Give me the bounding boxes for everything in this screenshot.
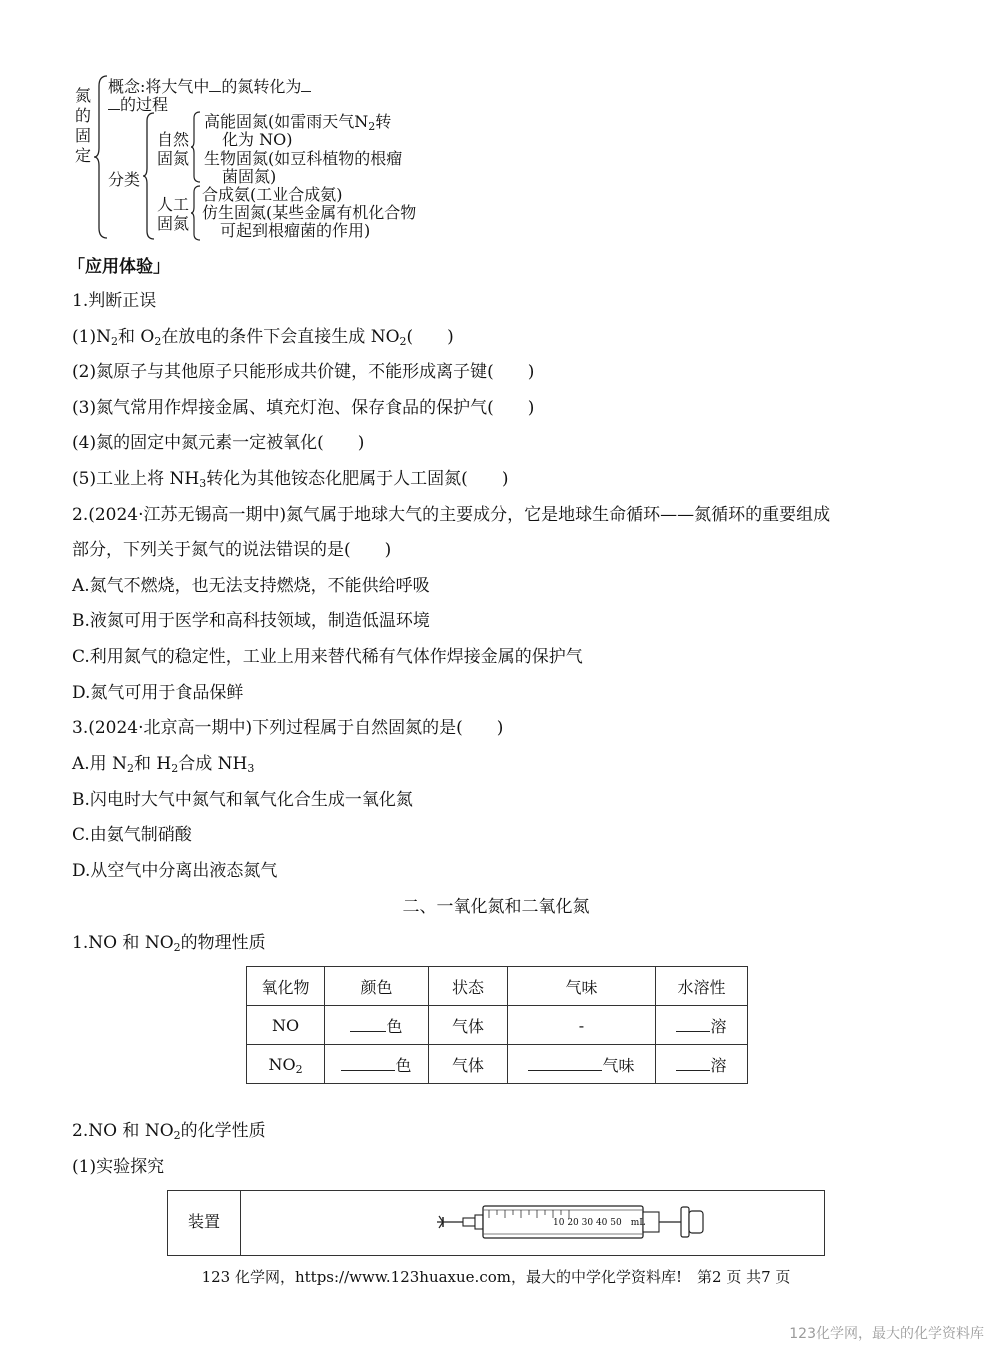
cell-smell bbox=[508, 1045, 656, 1084]
table-row bbox=[247, 1045, 748, 1084]
artificial-fixation-label: 人工固氮 bbox=[157, 195, 190, 233]
cell-color bbox=[325, 1006, 429, 1045]
table-row bbox=[168, 1191, 825, 1256]
solubility-suffix: 溶 bbox=[710, 1016, 727, 1036]
smell-suffix: 气味 bbox=[602, 1055, 635, 1075]
subscript-2: 2 bbox=[126, 762, 134, 775]
concept-line-1 bbox=[108, 76, 311, 96]
artificial-brace-icon bbox=[190, 184, 202, 242]
header-cell: 颜色 bbox=[325, 967, 429, 1006]
n2-subscript: 2 bbox=[368, 120, 376, 133]
q1-s1-text-a: (1)N bbox=[72, 327, 111, 347]
chem-title bbox=[72, 1120, 266, 1142]
classify-brace-icon bbox=[142, 111, 156, 241]
q1-statement-4: (4)氮的固定中氮元素一定被氧化( ) bbox=[72, 433, 365, 453]
artificial-item-2-line-1: 仿生固氮(某些金属有机化合物 bbox=[202, 203, 417, 222]
watermark: 123化学网，最大的化学资料库 bbox=[789, 1326, 984, 1342]
syringe-icon bbox=[241, 1191, 824, 1255]
experiment-table bbox=[167, 1190, 825, 1256]
q1-title: 1.判断正误 bbox=[72, 291, 157, 311]
oxide-name: NO bbox=[268, 1054, 296, 1074]
concept-blank-1 bbox=[209, 76, 221, 92]
outer-brace-icon bbox=[93, 74, 109, 240]
subscript-2: 2 bbox=[295, 1062, 303, 1076]
classify-label: 分类 bbox=[108, 170, 141, 189]
header-cell: 水溶性 bbox=[656, 967, 748, 1006]
q1-statement-5 bbox=[72, 468, 508, 490]
subscript-2: 2 bbox=[173, 1129, 181, 1142]
syringe-scale-label: 10 20 30 40 50 mL bbox=[553, 1218, 646, 1228]
chem-title-a: 2.NO 和 NO bbox=[72, 1121, 174, 1141]
q1-s5-text-a: (5)工业上将 NH bbox=[72, 469, 200, 489]
concept-blank-3 bbox=[108, 94, 120, 110]
cell-smell: - bbox=[508, 1006, 656, 1045]
answer-blank bbox=[341, 1055, 395, 1071]
concept-text-b: 的氮转化为 bbox=[221, 77, 302, 96]
q3-option-c: C.由氨气制硝酸 bbox=[72, 825, 192, 845]
q1-s5-text-b: 转化为其他铵态化肥属于人工固氮( ) bbox=[206, 469, 509, 489]
q1-s1-text-b: 和 O bbox=[117, 327, 155, 347]
page-footer: 123 化学网，https://www.123huaxue.com，最大的中学化学资料库! 第2 页 共7 页 bbox=[201, 1268, 791, 1286]
subscript-3: 3 bbox=[247, 762, 255, 775]
physical-properties-table bbox=[246, 966, 748, 1084]
q3-a-text-c: 合成 NH bbox=[178, 754, 248, 774]
q3-option-b: B.闪电时大气中氮气和氧气化合生成一氧化氮 bbox=[72, 790, 413, 810]
q2-option-b: B.液氮可用于医学和高科技领域，制造低温环境 bbox=[72, 611, 430, 631]
cell-color bbox=[325, 1045, 429, 1084]
phys-title-b: 的物理性质 bbox=[180, 933, 266, 953]
subscript-3: 3 bbox=[199, 477, 207, 490]
cell-solubility bbox=[656, 1006, 748, 1045]
chem-subtitle: (1)实验探究 bbox=[72, 1157, 165, 1177]
phys-title bbox=[72, 932, 266, 954]
cell-state: 气体 bbox=[429, 1045, 508, 1084]
solubility-suffix: 溶 bbox=[710, 1055, 727, 1075]
phys-title-a: 1.NO 和 NO bbox=[72, 933, 174, 953]
color-suffix: 色 bbox=[386, 1016, 403, 1036]
natural-item-2-line-1: 生物固氮(如豆科植物的根瘤 bbox=[204, 149, 403, 168]
q3-option-a bbox=[72, 753, 254, 775]
artificial-item-2-line-2: 可起到根瘤菌的作用) bbox=[220, 221, 371, 240]
q1-s1-answer-paren: ( ) bbox=[406, 327, 454, 347]
concept-line-2 bbox=[108, 94, 168, 114]
q2-option-d: D.氮气可用于食品保鲜 bbox=[72, 683, 244, 703]
natural-item-1-text: 高能固氮(如雷雨天气N bbox=[204, 112, 369, 131]
q2-option-a: A.氮气不燃烧，也无法支持燃烧，不能供给呼吸 bbox=[72, 576, 430, 596]
answer-blank bbox=[350, 1016, 386, 1032]
cell-state: 气体 bbox=[429, 1006, 508, 1045]
concept-blank-2 bbox=[301, 76, 311, 92]
q2-stem-line-2: 部分，下列关于氮气的说法错误的是( ) bbox=[72, 540, 392, 560]
answer-blank bbox=[676, 1055, 710, 1071]
concept-text-a: 概念:将大气中 bbox=[108, 77, 210, 96]
concept-text-c: 的过程 bbox=[120, 95, 169, 114]
q1-statement-3: (3)氮气常用作焊接金属、填充灯泡、保存食品的保护气( ) bbox=[72, 398, 535, 418]
tree-root-label: 氮的固定 bbox=[74, 86, 91, 165]
header-cell: 状态 bbox=[429, 967, 508, 1006]
natural-item-1-text-b: 转 bbox=[375, 112, 392, 131]
device-label-cell: 装置 bbox=[168, 1191, 241, 1256]
subscript-2: 2 bbox=[399, 335, 407, 348]
q3-a-text-b: 和 H bbox=[133, 754, 172, 774]
natural-item-1-line-1 bbox=[204, 112, 391, 131]
part2-heading: 二、一氧化氮和二氧化氮 bbox=[402, 897, 590, 917]
subscript-2: 2 bbox=[110, 335, 118, 348]
answer-blank bbox=[528, 1055, 602, 1071]
q2-option-c: C.利用氮气的稳定性，工业上用来替代稀有气体作焊接金属的保护气 bbox=[72, 647, 583, 667]
natural-item-2-line-2: 菌固氮) bbox=[222, 167, 277, 186]
q3-a-text-a: A.用 N bbox=[72, 754, 127, 774]
chem-title-b: 的化学性质 bbox=[180, 1121, 266, 1141]
answer-blank bbox=[676, 1016, 710, 1032]
q1-statement-2: (2)氮原子与其他原子只能形成共价键，不能形成离子键( ) bbox=[72, 362, 535, 382]
cell-oxide-no2 bbox=[247, 1045, 325, 1084]
natural-brace-icon bbox=[190, 110, 202, 184]
q1-s1-text-c: 在放电的条件下会直接生成 NO bbox=[161, 327, 400, 347]
subscript-2: 2 bbox=[154, 335, 162, 348]
color-suffix: 色 bbox=[395, 1055, 412, 1075]
natural-item-1-line-2: 化为 NO) bbox=[222, 130, 293, 149]
subscript-2: 2 bbox=[171, 762, 179, 775]
section-heading: 「应用体验」 bbox=[68, 257, 170, 277]
q3-option-d: D.从空气中分离出液态氮气 bbox=[72, 861, 278, 881]
natural-fixation-label: 自然固氮 bbox=[157, 130, 190, 168]
cell-solubility bbox=[656, 1045, 748, 1084]
q1-statement-1 bbox=[72, 326, 454, 348]
table-header-row bbox=[247, 967, 748, 1006]
cell-oxide-no: NO bbox=[247, 1006, 325, 1045]
artificial-item-1: 合成氨(工业合成氨) bbox=[202, 185, 343, 204]
q3-stem: 3.(2024·北京高一期中)下列过程属于自然固氮的是( ) bbox=[72, 718, 504, 738]
device-image-cell bbox=[241, 1191, 825, 1256]
q2-stem-line-1: 2.(2024·江苏无锡高一期中)氮气属于地球大气的主要成分，它是地球生命循环——氮循环的重要组成 bbox=[72, 505, 831, 525]
table-row bbox=[247, 1006, 748, 1045]
header-cell: 气味 bbox=[508, 967, 656, 1006]
subscript-2: 2 bbox=[173, 941, 181, 954]
header-cell: 氧化物 bbox=[247, 967, 325, 1006]
